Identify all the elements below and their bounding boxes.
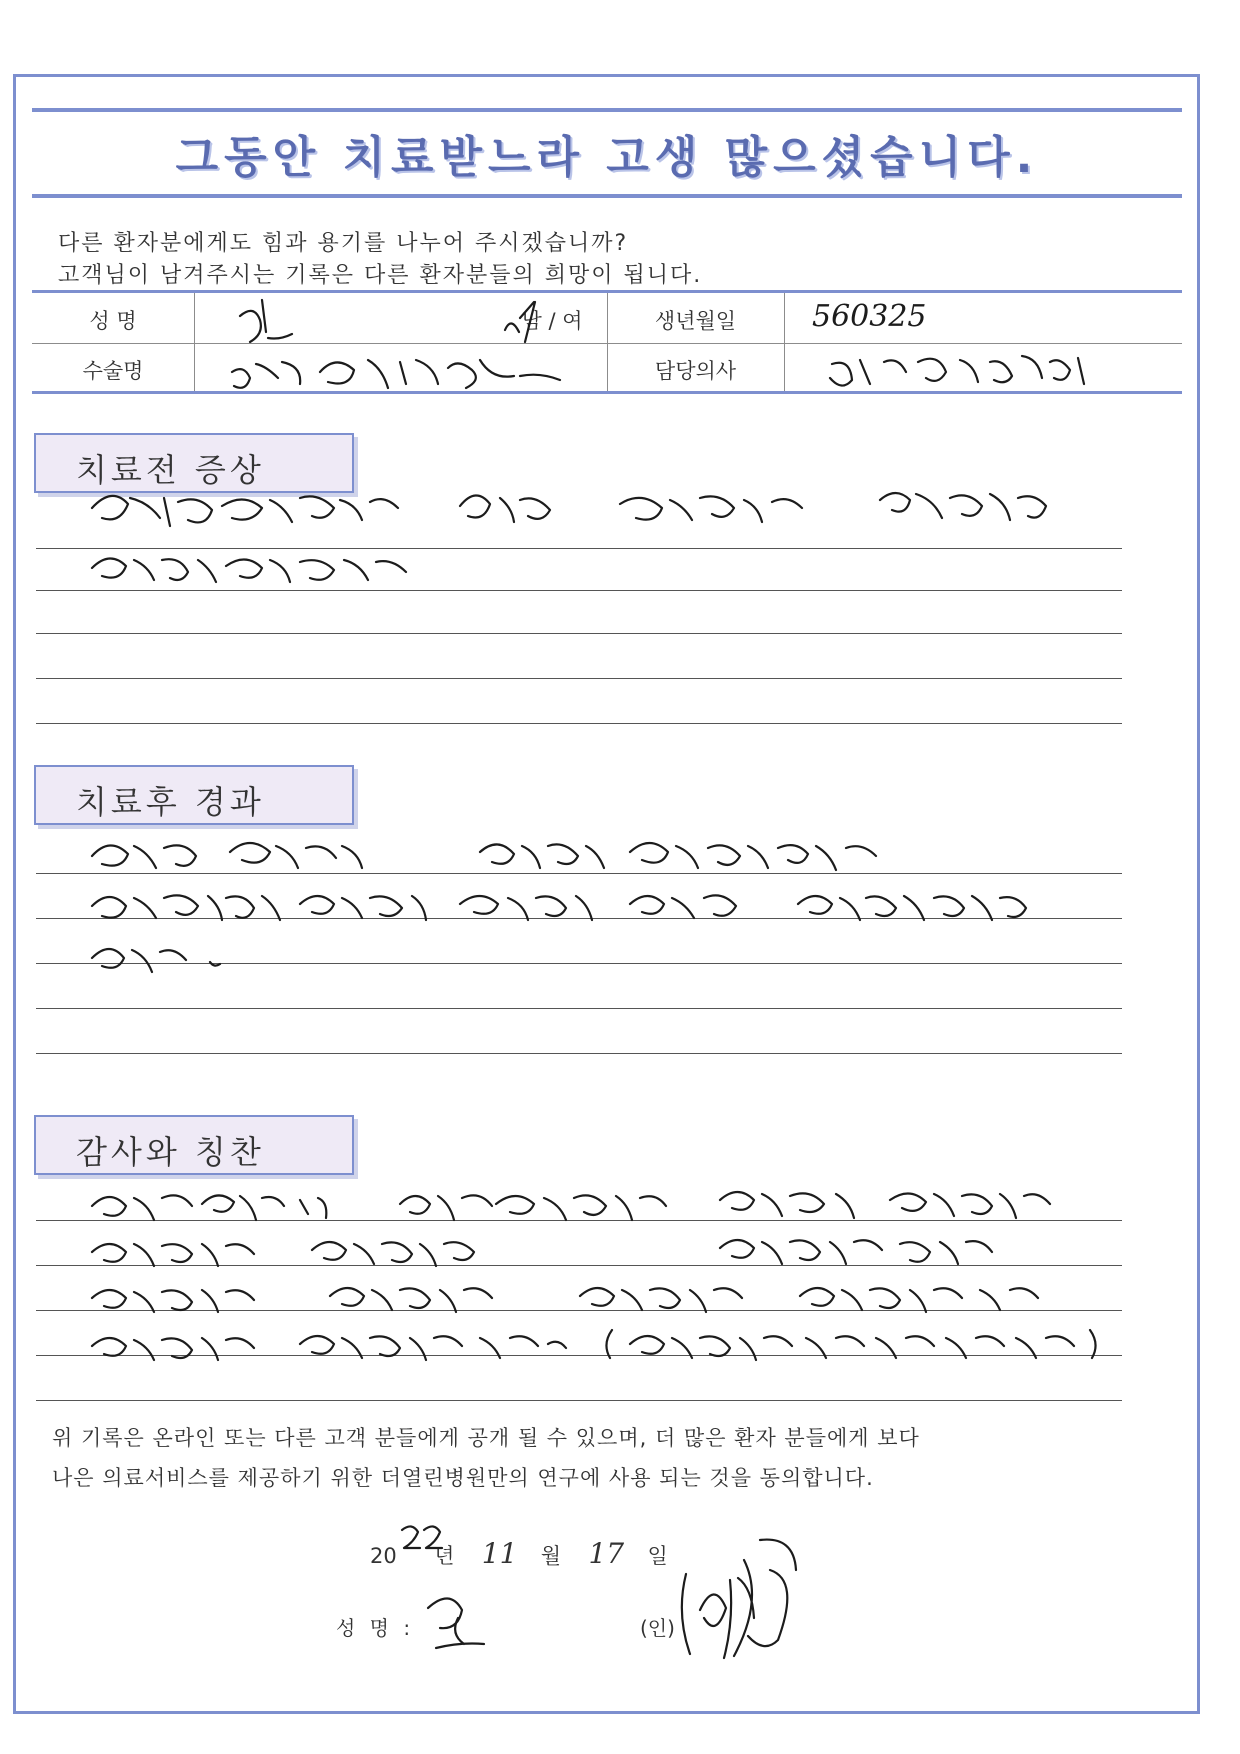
section-after-title: 치료후 경과: [76, 783, 265, 821]
doctor-label: 담당의사: [654, 359, 737, 383]
day-value: 17: [588, 1537, 625, 1570]
section-thanks-title: 감사와 칭찬: [76, 1133, 265, 1171]
handwritten-year: [402, 1526, 442, 1548]
month-suffix: 월: [540, 1544, 562, 1568]
day-suffix: 일: [647, 1544, 668, 1568]
intro-line-2: 고객님이 남겨주시는 기록은 다른 환자분들의 희망이 됩니다.: [58, 263, 703, 288]
page-title: 그동안 치료받느라 고생 많으셨습니다.: [175, 132, 1039, 183]
name-label: 성 명: [89, 309, 137, 333]
gender-label: 남 / 여: [521, 309, 583, 333]
handwritten-doctor-field: [830, 356, 1084, 386]
handwritten-after-text: [92, 843, 1026, 972]
month-value: 11: [481, 1537, 518, 1570]
surgery-label: 수술명: [82, 359, 144, 383]
handwritten-name-field: [240, 300, 535, 342]
date-prefix: 20: [370, 1544, 397, 1568]
signature-name-label: 성 명 :: [336, 1616, 415, 1640]
handwritten-surgery-field: [232, 360, 560, 388]
seal-label: (인): [640, 1616, 675, 1640]
handwritten-before-text: [92, 493, 1046, 582]
section-before-title: 치료전 증상: [76, 451, 265, 489]
intro-line-1: 다른 환자분에게도 힘과 용기를 나누어 주시겠습니까?: [58, 231, 629, 256]
consent-line-1: 위 기록은 온라인 또는 다른 고객 분들에게 공개 될 수 있으며, 더 많은 환자 분들에게 보다: [52, 1426, 920, 1450]
handwritten-signature-name: [428, 1598, 484, 1648]
birth-label: 생년월일: [654, 309, 737, 333]
handwritten-thanks-text: [92, 1192, 1096, 1360]
year-suffix: 년: [434, 1544, 455, 1568]
handwritten-signature: [682, 1540, 796, 1658]
consent-line-2: 나은 의료서비스를 제공하기 위한 더열린병원만의 연구에 사용 되는 것을 동의합니다.: [52, 1466, 874, 1490]
birth-value: 560325: [812, 299, 927, 334]
